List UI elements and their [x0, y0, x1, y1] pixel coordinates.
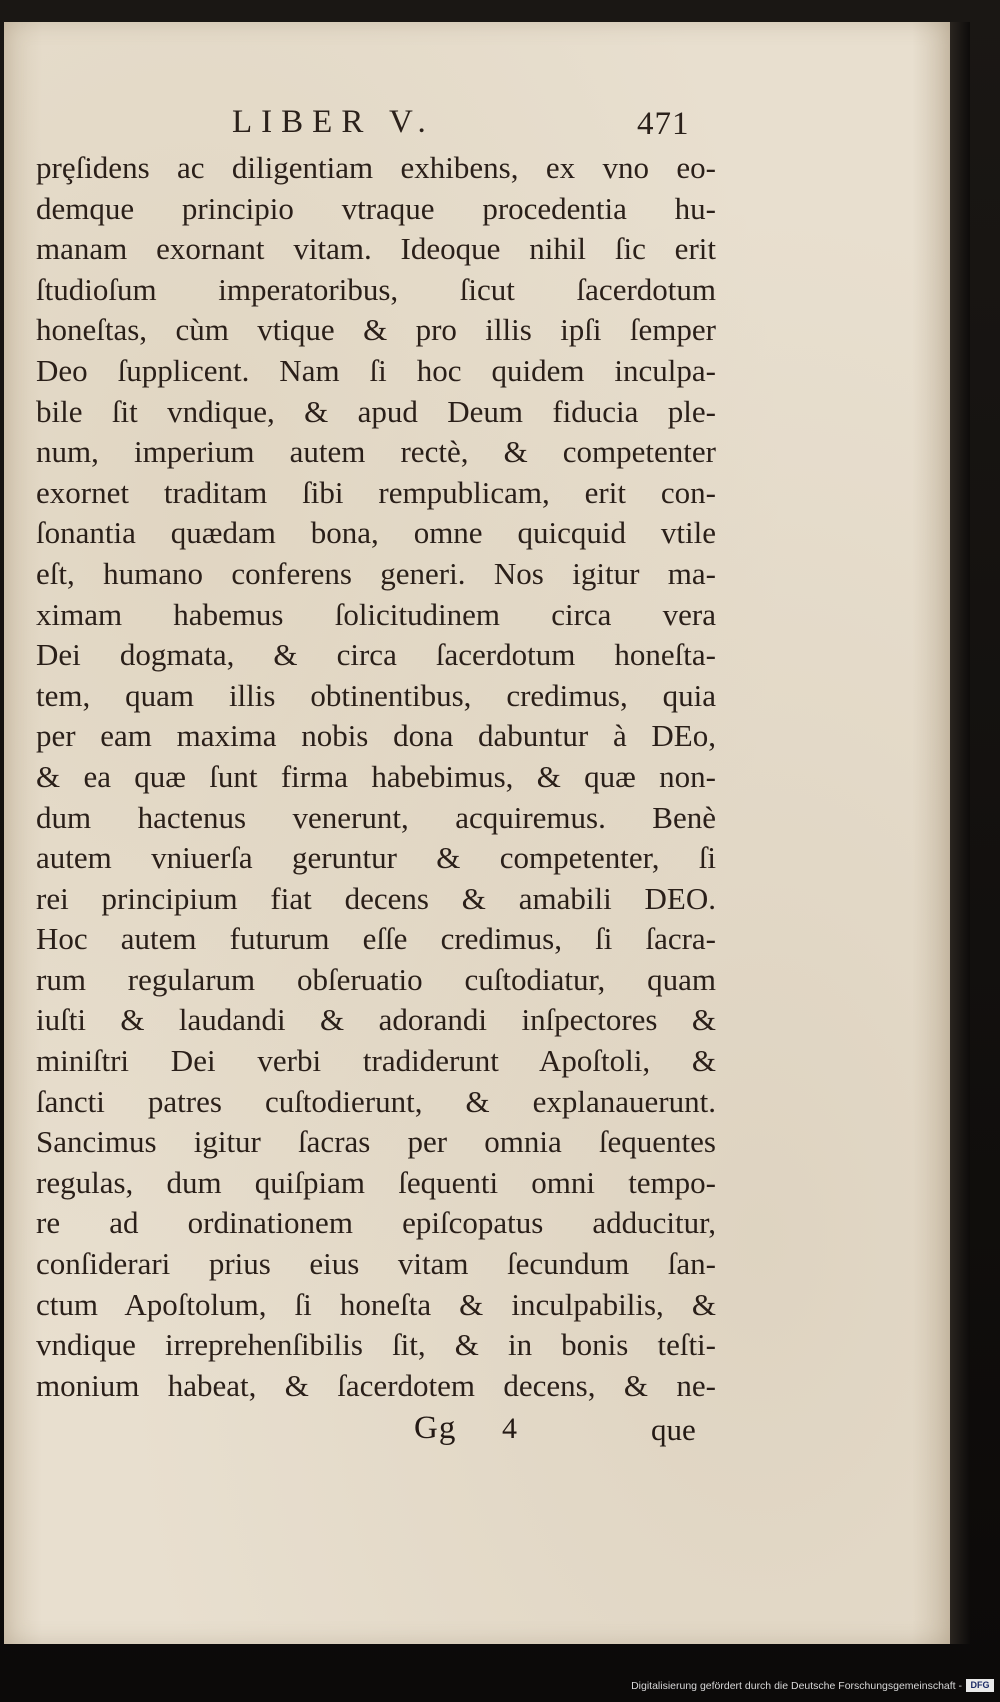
- text-line: manam exornant vitam. Ideoque nihil ſic erit: [36, 231, 716, 267]
- text-line: demque principio vtraque procedentia hu-: [36, 190, 716, 226]
- catchword: que: [651, 1412, 696, 1447]
- text-line: miniſtri Dei verbi tradiderunt Apoſtoli, &: [36, 1043, 716, 1079]
- dfg-logo: DFG: [966, 1679, 994, 1692]
- text-line: num, imperium autem rectè, & competenter: [36, 434, 716, 470]
- text-line: & ea quæ ſunt firma habebimus, & quæ non-: [36, 758, 716, 794]
- text-line: ſtudioſum imperatoribus, ſicut ſacerdotum: [36, 271, 716, 307]
- text-line: autem vniuerſa geruntur & competenter, ſi: [36, 840, 716, 876]
- body-text: [36, 148, 716, 1406]
- page-edge-shadow: [950, 22, 970, 1644]
- page-number: 471: [637, 106, 690, 142]
- text-line: rei principium fiat decens & amabili DEO.: [36, 880, 716, 916]
- text-line: Hoc autem futurum eſſe credimus, ſi ſacra-: [36, 921, 716, 957]
- text-line: vndique irreprehenſibilis ſit, & in bonis teſti-: [36, 1327, 716, 1363]
- text-line: monium habeat, & ſacerdotem decens, & ne-: [36, 1367, 716, 1403]
- text-line: dum hactenus venerunt, acquiremus. Benè: [36, 799, 716, 835]
- text-line: ximam habemus ſolicitudinem circa vera: [36, 596, 716, 632]
- text-line: honeſtas, cùm vtique & pro illis ipſi ſemper: [36, 312, 716, 348]
- text-line: per eam maxima nobis dona dabuntur à DEo,: [36, 718, 716, 754]
- text-line: Sancimus igitur ſacras per omnia ſequentes: [36, 1124, 716, 1160]
- text-line: bile ſit vndique, & apud Deum fiducia ple-: [36, 393, 716, 429]
- text-line: rum regularum obſeruatio cuſtodiatur, quam: [36, 961, 716, 997]
- text-line: eſt, humano conferens generi. Nos igitur ma-: [36, 555, 716, 591]
- text-line: regulas, dum quiſpiam ſequenti omni tempo-: [36, 1164, 716, 1200]
- running-head: LIBER V.: [232, 104, 435, 140]
- text-line: iuſti & laudandi & adorandi inſpectores &: [36, 1002, 716, 1038]
- text-line: conſiderari prius eius vitam ſecundum ſan-: [36, 1246, 716, 1282]
- text-line: ſancti patres cuſtodierunt, & explanauerunt.: [36, 1083, 716, 1119]
- text-line: re ad ordinationem epiſcopatus adducitur,: [36, 1205, 716, 1241]
- signature-mark: Gg: [414, 1410, 457, 1446]
- text-line: Deo ſupplicent. Nam ſi hoc quidem inculpa-: [36, 352, 716, 388]
- signature-number: 4: [502, 1412, 517, 1445]
- text-line: exornet traditam ſibi rempublicam, erit con-: [36, 474, 716, 510]
- text-line: Dei dogmata, & circa ſacerdotum honeſta-: [36, 637, 716, 673]
- text-line: ctum Apoſtolum, ſi honeſta & inculpabilis, &: [36, 1286, 716, 1322]
- text-line: ſonantia quædam bona, omne quicquid vtile: [36, 515, 716, 551]
- text-line: tem, quam illis obtinentibus, credimus, quia: [36, 677, 716, 713]
- text-line: prȩſidens ac diligentiam exhibens, ex vno eo-: [36, 150, 716, 185]
- digitization-credit: Digitalisierung gefördert durch die Deutsche Forschungsgemeinschaft -: [631, 1680, 962, 1692]
